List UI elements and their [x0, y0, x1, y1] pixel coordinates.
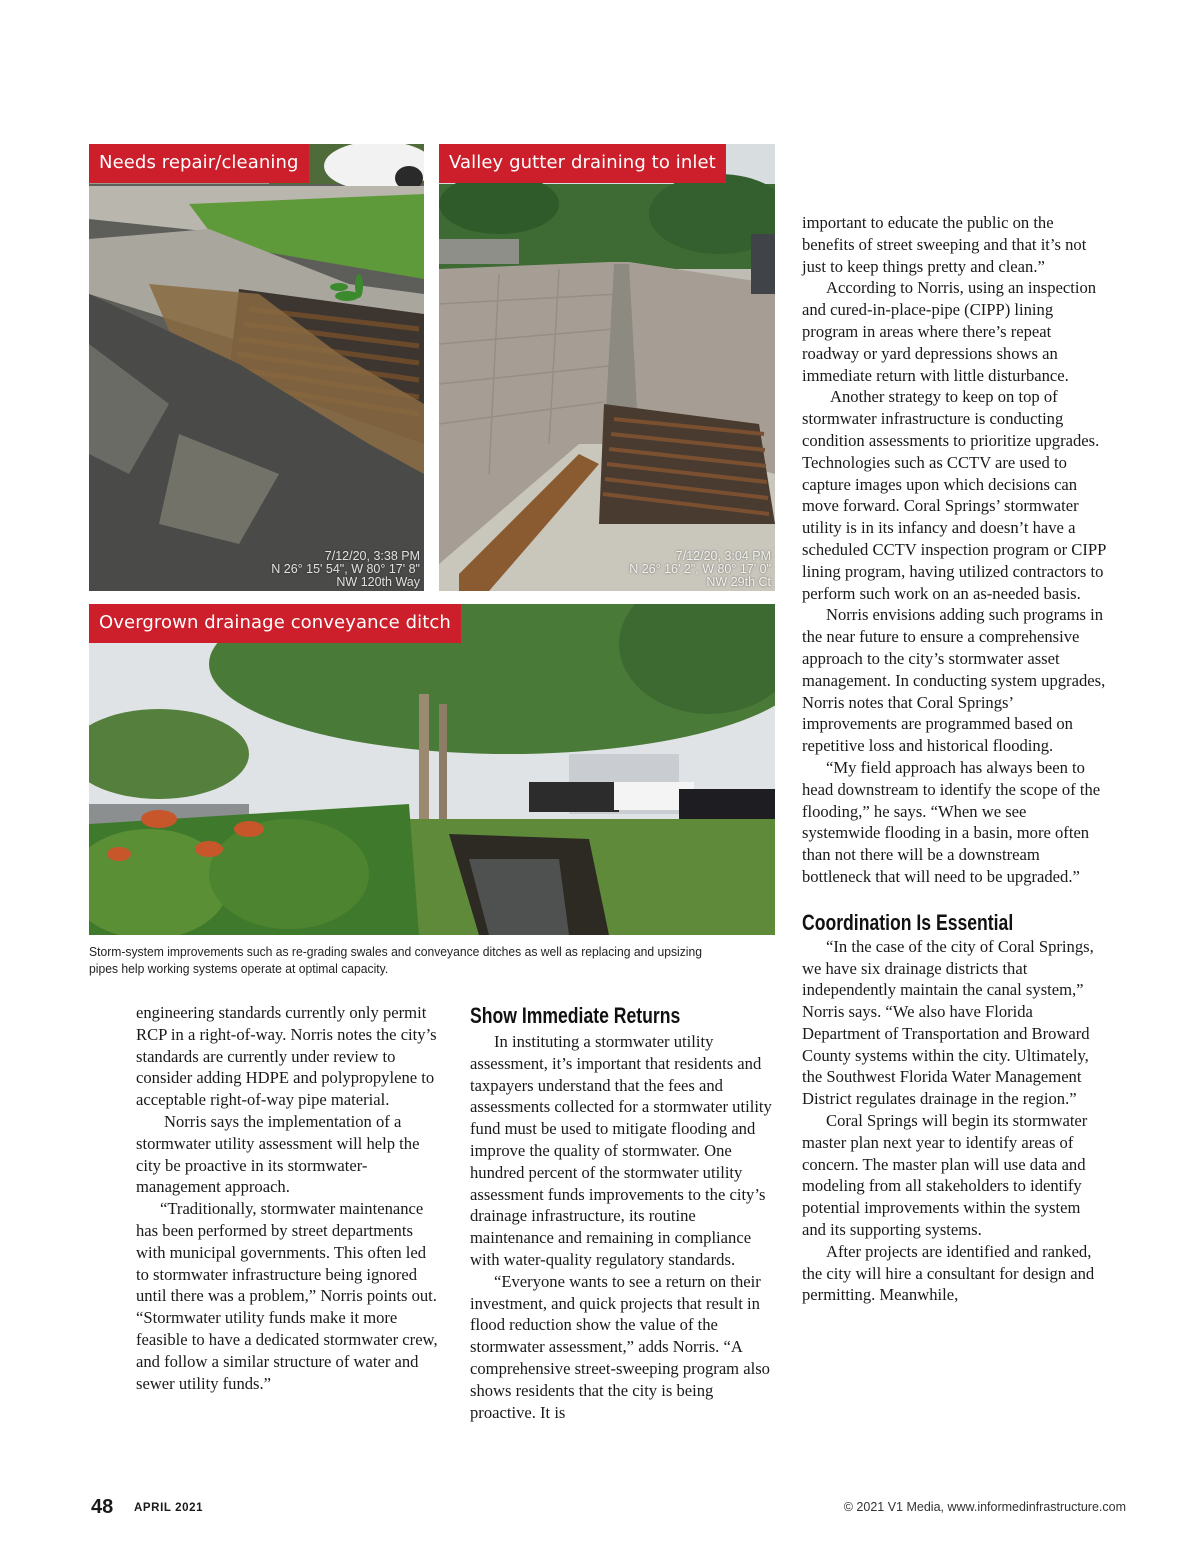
paragraph: In instituting a stormwater utility assessment, it’s important that residents and taxpayers understand that the fees and assessments collected for a stormwater utility fund must be used to mitigate flooding and improve the quality of stormwater. One hundred percent of the stormwater utility assessment funds improvements to the city’s drainage infrastructure, its routine maintenance and remaining in compliance with water-quality regulatory standards.: [470, 1032, 772, 1269]
issue-date: APRIL 2021: [134, 1502, 204, 1514]
paragraph: Norris envisions adding such programs in the near future to ensure a comprehensive approach to the city’s stormwater asset management. In conducting system upgrades, Norris notes that Coral Springs’ improvements are programmed based on repetitive loss and historical flooding.: [802, 605, 1106, 756]
photo-caption: Storm-system improvements such as re-grading swales and conveyance ditches as well as replacing and upsizing pipes help working systems operate at optimal capacity.: [89, 944, 702, 976]
copyright-notice: © 2021 V1 Media, www.informedinfrastructure.com: [843, 1500, 1126, 1514]
photo-timestamp: [271, 550, 420, 589]
column-2: [470, 1003, 776, 1423]
stamp-street: NW 120th Way: [336, 575, 420, 589]
photo-valley-gutter: [439, 144, 775, 591]
paragraph: important to educate the public on the benefits of street sweeping and that it’s not just to keep things pretty and clean.”: [802, 213, 1087, 276]
paragraph: Coral Springs will begin its stormwater master plan next year to identify areas of concern. The master plan will use data and modeling from all stakeholders to identify potential improvements within the system and its supporting systems.: [802, 1111, 1088, 1240]
stamp-coordinates: N 26° 15' 54", W 80° 17' 8": [271, 562, 420, 576]
stamp-street: NW 29th Ct: [706, 575, 771, 589]
photo-storm-inlet-needs-repair: [89, 144, 424, 591]
column-3: [802, 212, 1107, 1306]
photo-overgrown-ditch-image: [89, 604, 775, 935]
paragraph: “My field approach has always been to head downstream to identify the scope of the flooding,” he says. “When we see systemwide flooding in a basin, more often than not there will be a downstream bottleneck that will need to be upgraded.”: [802, 757, 1101, 886]
column-1: [136, 1002, 441, 1394]
page-number: 48: [91, 1496, 114, 1518]
paragraph: Another strategy to keep on top of stormwater infrastructure is conducting condition assessments to prioritize upgrades. Technologies such as CCTV are used to capture images upon which decisions can move forward. Coral Springs’ stormwater utility is in its infancy and doesn’t have a scheduled CCTV inspection program or CIPP lining program, having utilized contractors to perform such work on an as-needed basis.: [802, 387, 1106, 603]
paragraph: “Traditionally, stormwater maintenance has been performed by street departments with municipal governments. This often led to stormwater infrastructure being ignored until there was a problem,” Norris points out. “Stormwater utility funds make it more feasible to have a dedicated stormwater crew, and follow a similar structure of water and sewer utility funds.”: [136, 1199, 438, 1393]
paragraph: According to Norris, using an inspection and cured-in-place-pipe (CIPP) lining program in areas where there’s repeat roadway or yard depressions shows an immediate return with little disturbance.: [802, 278, 1097, 385]
section-heading: Coordination Is Essential: [802, 909, 1014, 935]
paragraph: engineering standards currently only permit RCP in a right-of-way. Norris notes the city’s standards are currently under review to consider adding HDPE and polypropylene to acceptable right-of-way pipe material.: [136, 1003, 437, 1110]
paragraph: Norris says the implementation of a stormwater utility assessment will help the city be proactive in its stormwater-management approach.: [136, 1111, 420, 1197]
stamp-date: 7/12/20, 3:04 PM: [675, 549, 771, 563]
paragraph: “In the case of the city of Coral Springs, we have six drainage districts that independently maintain the canal system,” Norris says. “We also have Florida Department of Transportation and Broward County systems within the city. Ultimately, the Southwest Florida Water Management District regulates drainage in the region.”: [802, 936, 1094, 1109]
photo-label: Overgrown drainage conveyance ditch: [89, 604, 461, 643]
photo-label: Valley gutter draining to inlet: [439, 144, 726, 183]
paragraph: After projects are identified and ranked, the city will hire a consultant for design and permitting. Meanwhile,: [802, 1241, 1095, 1305]
photo-valley-gutter-image: [439, 144, 775, 591]
stamp-coordinates: N 26° 16' 2", W 80° 17' 0": [629, 562, 771, 576]
photo-label: Needs repair/cleaning: [89, 144, 309, 183]
paragraph: “Everyone wants to see a return on their investment, and quick projects that result in flood reduction show the value of the stormwater assessment,” adds Norris. “A comprehensive street-sweeping program also shows residents that the city is being proactive. It is: [470, 1271, 770, 1422]
photo-overgrown-ditch: [89, 604, 775, 935]
stamp-date: 7/12/20, 3:38 PM: [324, 549, 420, 563]
section-heading: Show Immediate Returns: [470, 1003, 681, 1028]
photo-storm-inlet-needs-repair-image: [89, 144, 424, 591]
photo-timestamp: [629, 550, 771, 589]
